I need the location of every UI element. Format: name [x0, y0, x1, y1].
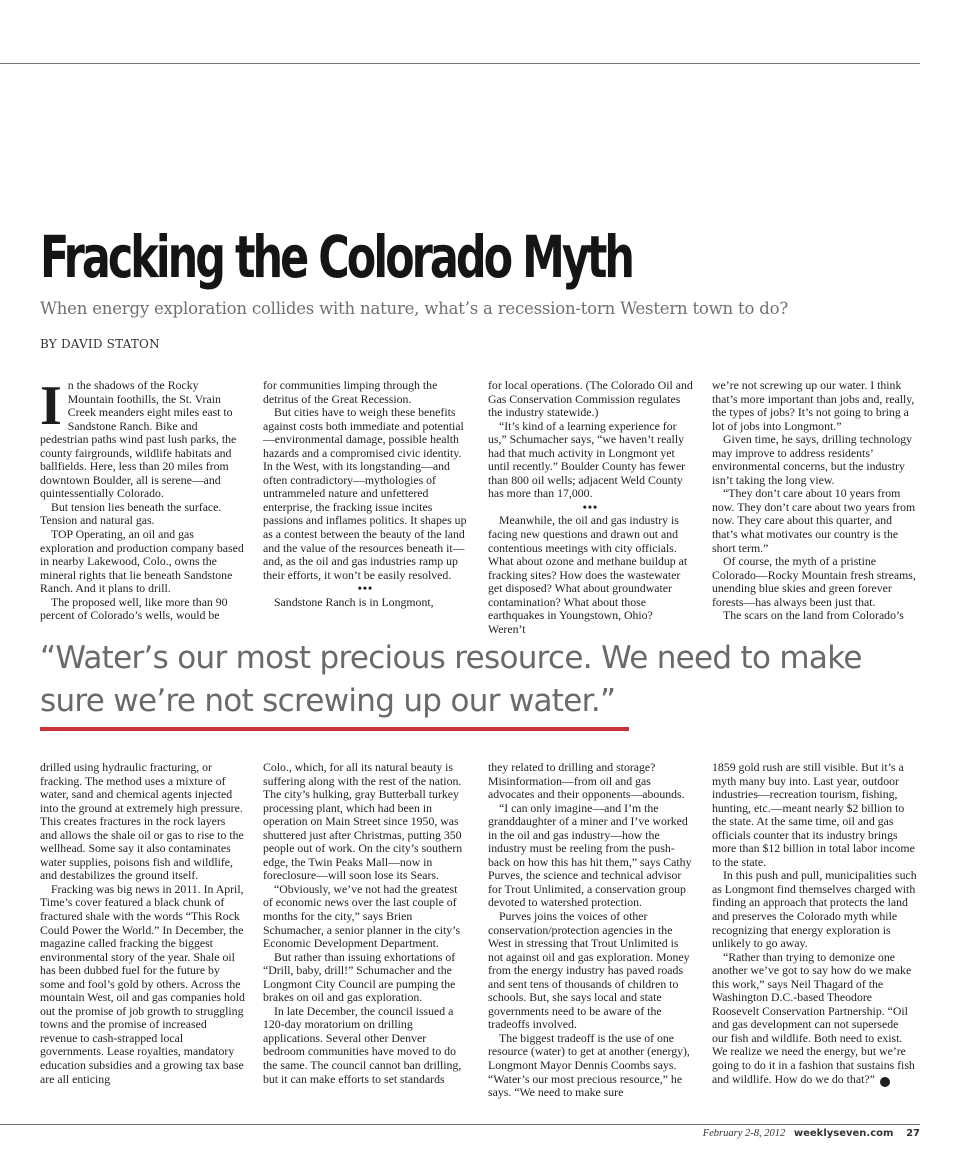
paragraph: they related to drilling and storage? Misinformation—from oil and gas advocates and their opponents—abounds.: [488, 760, 685, 802]
paragraph: 1859 gold rush are still visible. But it’s a myth many buy into. Last year, outdoor industries—recreation tourism, fishing, hunting, etc.—meant nearly $2 billion to the state. At the same time, oil and gas officials counter that its industry brings more than $12 billion in total labor income to the state.: [712, 760, 915, 869]
paragraph: Of course, the myth of a pristine Colorado—Rocky Mountain fresh streams, unending blue skies and green forever forests—has always been just that.: [712, 554, 916, 609]
paragraph: TOP Operating, an oil and gas exploration and production company based in nearby Lakewood, Colo., owns the mineral rights that lie beneath Sandstone Ranch. And it plans to drill.: [40, 527, 244, 596]
paragraph: Purves joins the voices of other conservation/protection agencies in the West in stressing that Trout Unlimited is not against oil and gas exploration. Money from the energy industry has paved roads and sent tens of thousands of children to schools. But, she says local and state governments need to be aware of the tradeoffs involved.: [488, 909, 690, 1032]
pull-quote: “Water’s our most precious resource. We need to make sure we’re not screwing up our water.”: [40, 640, 862, 719]
paragraph: Given time, he says, drilling technology may improve to address residents’ environmental concerns, but the industry isn’t taking the long view.: [712, 432, 913, 487]
paragraph: “They don’t care about 10 years from now. They don’t care about two years from now. They care about this quarter, and that’s what motivates our country is the short term.”: [712, 486, 916, 555]
body-column-4: [712, 379, 917, 623]
issue-date: February 2-8, 2012: [702, 1128, 786, 1139]
paragraph: The scars on the land from Colorado’s: [723, 608, 904, 623]
body-column-2: [263, 379, 468, 609]
paragraph: “I can only imagine—and I’m the granddaughter of a miner and I’ve worked in the oil and gas industry—how the industry must be reeling from the push-back on how this has hit them,” says Cathy Purves, the science and technical advisor for Trout Unlimited, a conservation group devoted to watershed protection.: [488, 800, 692, 910]
section-break: •••: [582, 499, 599, 514]
paragraph: for communities limping through the detritus of the Great Recession.: [263, 378, 438, 406]
body-column-7: [488, 761, 693, 1100]
paragraph: The proposed well, like more than 90 percent of Colorado’s wells, would be: [40, 594, 228, 623]
paragraph: The biggest tradeoff is the use of one resource (water) to get at another (energy), Longmont Mayor Dennis Coombs says. “Water’s our most precious resource,” he says. “We need to make sure: [488, 1030, 690, 1100]
paragraph: “Obviously, we’ve not had the greatest of economic news over the last couple of months for the city,” says Brien Schumacher, a senior planner in the city’s Economic Development Department.: [263, 881, 461, 951]
paragraph: Fracking was big news in 2011. In April, Time’s cover featured a black chunk of fractured shale with the words “This Rock Could Power the World.” In December, the magazine called fracking the biggest environmental story of the year. Shale oil has been dubbed fuel for the future by some and fool’s gold by others. Across the mountain West, oil and gas companies hold out the promise of job growth to struggling towns and the promise of increased revenue to cash-strapped local governments. Lease royalties, mandatory education subsidies and a growing tax base are all enticing: [40, 881, 245, 1086]
paragraph-text: “Rather than trying to demonize one another we’ve got to say how do we make this work,” says Neil Thagard of the Washington D.C.-based Theodore Roosevelt Conservation Partnership. “Oil and gas development can not supersede our fish and wildlife. Both need to exist. We realize we need the energy, but we’re going to do it in a fashion that sustains fish and wildlife. How do we do that?”: [712, 949, 915, 1086]
paragraph: But cities have to weigh these benefits against costs both immediate and potential—environmental damage, possible health hazards and a compromised civic identity. In the West, with its longstanding—and often contradictory—mythologies of untrammeled nature and unfettered enterprise, the fracking issue incites passions and inflames politics. It shapes up as a contest between the beauty of the land and the value of the resources beneath it—and, as the oil and gas industries ramp up their efforts, it won’t be easily resolved.: [263, 405, 467, 582]
body-column-3: [488, 379, 693, 636]
byline: BY DAVID STATON: [40, 337, 160, 351]
article-dek: When energy exploration collides with nature, what’s a recession-torn Western town to do?: [40, 299, 788, 318]
paragraph: for local operations. (The Colorado Oil and Gas Conservation Commission regulates the industry statewide.): [488, 378, 693, 420]
body-column-5: [40, 761, 245, 1086]
section-break: •••: [357, 581, 374, 596]
page-number: 27: [906, 1128, 920, 1139]
website-link[interactable]: weeklyseven.com: [793, 1128, 894, 1139]
paragraph: In the shadows of the Rocky Mountain foothills, the St. Vrain Creek meanders eight miles east to Sandstone Ranch. Bike and pedestrian paths wind past lush parks, the county fairgrounds, wildlife habitats and ballfields. Here, less than 20 miles from downtown Boulder, all is serene—and quintessentially Colorado.: [40, 375, 237, 501]
paragraph: we’re not screwing up our water. I think that’s more important than jobs and, really, the types of jobs? It’s not going to bring a lot of jobs into Longmont.”: [712, 378, 915, 433]
paragraph: Meanwhile, the oil and gas industry is facing new questions and drawn out and contentious meetings with city officials. What about ozone and methane buildup at fracking sites? How does the wastewater get disposed? What about groundwater contamination? What about those earthquakes in Youngstown, Ohio? Weren’t: [488, 513, 688, 636]
paragraph: Sandstone Ranch is in Longmont,: [274, 594, 434, 609]
paragraph: Colo., which, for all its natural beauty is suffering along with the rest of the nation. The city’s hulking, gray Butterball turkey processing plant, which had been in operation on Main Street since 1950, was shuttered just after Christmas, putting 350 people out of work. On the city’s southern edge, the Twin Peaks Mall—now in foreclosure—will soon lose its Sears.: [263, 760, 463, 883]
body-column-8: [712, 761, 917, 1087]
paragraph: drilled using hydraulic fracturing, or fracking. The method uses a mixture of water, sand and chemical agents injected into the ground at extremely high pressure. This creates fractures in the rock layers and allows the shale oil or gas to rise to the wellhead. Some say it also contaminates water supplies, poisons fish and wildlife, and destabilizes the ground itself.: [40, 760, 244, 883]
top-rule: [0, 63, 920, 64]
article-title: Fracking the Colorado Myth: [40, 223, 633, 291]
body-column-6: [263, 761, 468, 1086]
page-footer: [703, 1128, 920, 1139]
paragraph: In this push and pull, municipalities such as Longmont find themselves charged with finding an approach that protects the land and preserves the Colorado myth while recognizing that energy exploration is unlikely to go away.: [712, 868, 917, 951]
bottom-rule: [0, 1124, 920, 1125]
paragraph: “It’s kind of a learning experience for us,” Schumacher says, “we haven’t really had that much activity in Longmont yet until recently.” Boulder County has fewer than 800 oil wells; adjacent Weld County has more than 17,000.: [488, 418, 686, 501]
body-column-1: [40, 375, 245, 623]
paragraph: But rather than issuing exhortations of “Drill, baby, drill!” Schumacher and the Longmont City Council are pumping the brakes on oil and gas exploration.: [263, 949, 456, 1005]
paragraph: [712, 951, 917, 1087]
end-mark-icon: 7: [880, 1077, 890, 1087]
paragraph: But tension lies beneath the surface. Tension and natural gas.: [40, 499, 222, 528]
paragraph: In late December, the council issued a 120-day moratorium on drilling applications. Several other Denver bedroom communities have moved to do the same. The council cannot ban drilling, but it can make efforts to set standards: [263, 1003, 462, 1086]
pull-quote-rule: [40, 727, 629, 731]
